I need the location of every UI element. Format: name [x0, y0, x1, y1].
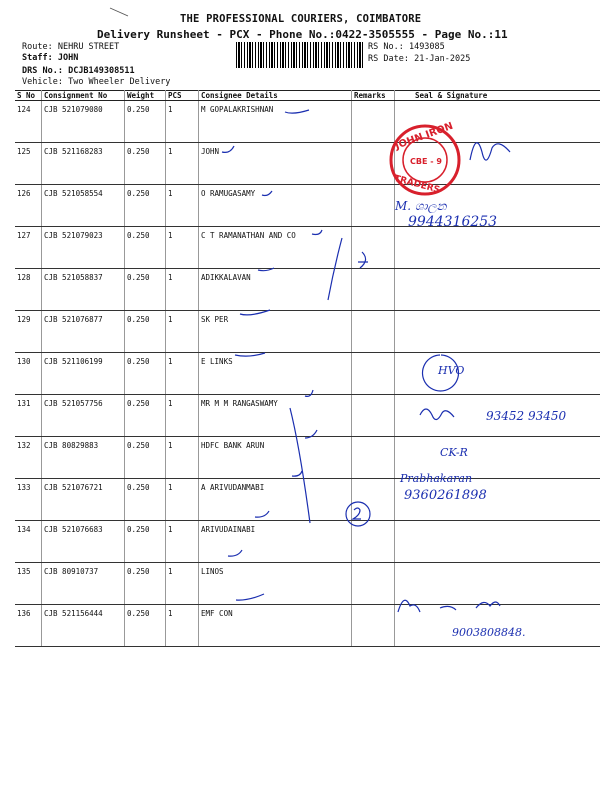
stamp-text-middle: CBE - 9: [410, 157, 442, 166]
cell-pcs: 1: [166, 311, 199, 353]
remark-digit: [353, 508, 361, 519]
cell-sno: 135: [15, 563, 42, 605]
remark-mark: [358, 252, 368, 268]
cell-consignment-no: CJB 521156444: [42, 605, 125, 647]
cell-sno: 126: [15, 185, 42, 227]
cell-consignment-no: CJB 80910737: [42, 563, 125, 605]
cell-weight: 0.250: [125, 353, 166, 395]
handwritten-name: M. ශාලන: [395, 199, 447, 213]
cell-sno: 129: [15, 311, 42, 353]
cell-pcs: 1: [166, 269, 199, 311]
cell-consignment-no: CJB 521058554: [42, 185, 125, 227]
cell-consignment-no: CJB 521076683: [42, 521, 125, 563]
cell-pcs: 1: [166, 395, 199, 437]
tick-mark: [312, 230, 322, 235]
cell-weight: 0.250: [125, 563, 166, 605]
cell-sno: 131: [15, 395, 42, 437]
company-title: THE PROFESSIONAL COURIERS, COIMBATORE: [180, 13, 422, 25]
staff-line: Staff: JOHN: [22, 53, 79, 63]
col-pcs: PCS: [166, 91, 199, 101]
cell-consignment-no: CJB 521076721: [42, 479, 125, 521]
cell-pcs: 1: [166, 605, 199, 647]
tick-mark: [228, 550, 242, 556]
signature-scribble: [470, 143, 510, 160]
col-seal-signature: Seal & Signature: [395, 91, 600, 101]
cell-sno: 133: [15, 479, 42, 521]
col-consignee: Consignee Details: [199, 91, 352, 101]
signature-scribble: [420, 409, 454, 420]
cell-consignee: LINOS: [199, 563, 352, 605]
tick-mark: [262, 191, 272, 196]
handwritten-signature: CK-R: [440, 446, 468, 459]
cell-pcs: 1: [166, 521, 199, 563]
cell-sno: 125: [15, 143, 42, 185]
cell-weight: 0.250: [125, 479, 166, 521]
cell-consignee: E LINKS: [199, 353, 352, 395]
handwritten-phone: 9944316253: [408, 214, 498, 230]
cell-pcs: 1: [166, 353, 199, 395]
cell-weight: 0.250: [125, 101, 166, 143]
cell-consignment-no: CJB 521168283: [42, 143, 125, 185]
tick-mark: [222, 146, 234, 152]
cell-weight: 0.250: [125, 185, 166, 227]
stamp-text-bottom: TRADERS: [392, 173, 441, 196]
cell-weight: 0.250: [125, 269, 166, 311]
tick-mark: [258, 268, 274, 271]
col-weight: Weight: [125, 91, 166, 101]
cell-weight: 0.250: [125, 143, 166, 185]
handwritten-phone: 9003808848.: [452, 626, 526, 639]
company-stamp: [391, 121, 459, 196]
route-value: NEHRU STREET: [57, 42, 120, 52]
rs-date-value: 21-Jan-2025: [414, 54, 471, 64]
cell-sno: 130: [15, 353, 42, 395]
cell-consignment-no: CJB 521106199: [42, 353, 125, 395]
signature-scribble: [398, 600, 500, 612]
tick-mark: [305, 430, 317, 438]
cell-sno: 134: [15, 521, 42, 563]
handwritten-name: Prabhakaran: [400, 472, 473, 485]
cell-sno: 127: [15, 227, 42, 269]
rs-date-line: RS Date: 21-Jan-2025: [368, 54, 471, 64]
tick-mark: [236, 594, 264, 600]
cell-consignment-no: CJB 521079023: [42, 227, 125, 269]
cell-pcs: 1: [166, 437, 199, 479]
drs-value: DCJB149308511: [68, 66, 135, 76]
tick-mark: [285, 110, 309, 113]
cell-weight: 0.250: [125, 521, 166, 563]
cell-consignee: JOHN: [199, 143, 352, 185]
handwritten-initials: HVO: [438, 364, 465, 377]
stamp-text-top: JOHN IRON: [393, 120, 455, 152]
tick-mark: [240, 310, 270, 315]
cell-pcs: 1: [166, 185, 199, 227]
cell-consignment-no: CJB 521057756: [42, 395, 125, 437]
cell-consignee: O RAMUGASAMY: [199, 185, 352, 227]
col-sno: S No: [15, 91, 42, 101]
cell-pcs: 1: [166, 143, 199, 185]
cell-pcs: 1: [166, 227, 199, 269]
cell-weight: 0.250: [125, 311, 166, 353]
handwritten-phone: 9360261898: [404, 488, 487, 503]
cell-consignee: M GOPALAKRISHNAN: [199, 101, 352, 143]
cell-weight: 0.250: [125, 437, 166, 479]
remark-circle: [346, 502, 370, 526]
long-stroke: [290, 408, 310, 523]
vertical-stroke: [328, 238, 342, 300]
cell-consignee: ARIVUDAINABI: [199, 521, 352, 563]
cell-weight: 0.250: [125, 227, 166, 269]
cell-consignee: HDFC BANK ARUN: [199, 437, 352, 479]
cell-pcs: 1: [166, 479, 199, 521]
rs-no-line: RS No.: 1493085: [368, 42, 445, 52]
cell-pcs: 1: [166, 563, 199, 605]
vehicle-line: Vehicle: Two Wheeler Delivery: [22, 77, 171, 87]
cell-sno: 132: [15, 437, 42, 479]
staff-value: JOHN: [57, 53, 79, 63]
cell-consignment-no: CJB 80829883: [42, 437, 125, 479]
cell-consignment-no: CJB 521076877: [42, 311, 125, 353]
tick-mark: [255, 511, 269, 517]
runsheet-title: Delivery Runsheet - PCX - Phone No.:0422-3505555 - Page No.:11: [97, 28, 508, 41]
scan-mark: [110, 8, 128, 16]
col-remarks: Remarks: [352, 91, 395, 101]
col-consignment: Consignment No: [42, 91, 125, 101]
tick-mark: [292, 471, 302, 476]
rs-no-value: 1493085: [408, 42, 445, 52]
cell-consignee: A ARIVUDANMABI: [199, 479, 352, 521]
cell-consignment-no: CJB 521058837: [42, 269, 125, 311]
cell-consignment-no: CJB 521079080: [42, 101, 125, 143]
cell-weight: 0.250: [125, 395, 166, 437]
cell-consignee: C T RAMANATHAN AND CO: [199, 227, 352, 269]
cell-sno: 136: [15, 605, 42, 647]
cell-consignee: SK PER: [199, 311, 352, 353]
cell-pcs: 1: [166, 101, 199, 143]
cell-sno: 128: [15, 269, 42, 311]
tick-mark: [305, 390, 313, 396]
route-line: Route: NEHRU STREET: [22, 42, 120, 52]
cell-consignee: ADIKKALAVAN: [199, 269, 352, 311]
cell-sno: 124: [15, 101, 42, 143]
cell-weight: 0.250: [125, 605, 166, 647]
tick-mark: [235, 353, 265, 356]
vehicle-value: Two Wheeler Delivery: [68, 77, 171, 87]
cell-consignee: EMF CON: [199, 605, 352, 647]
handwritten-phone: 93452 93450: [486, 409, 567, 423]
drs-line: DRS No.: DCJB149308511: [22, 66, 135, 76]
cell-consignee: MR M M RANGASWAMY: [199, 395, 352, 437]
